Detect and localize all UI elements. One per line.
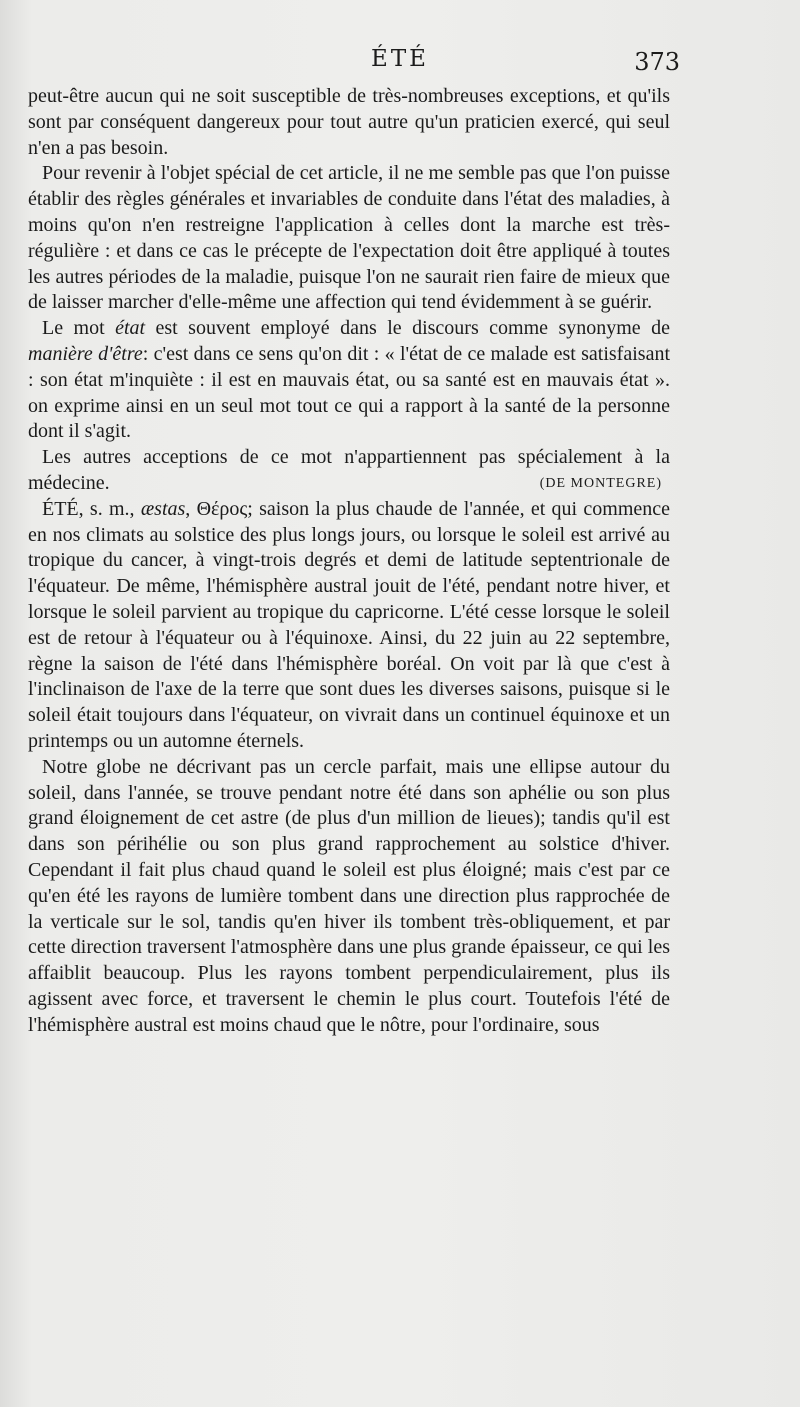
entry-ete [28, 497, 670, 755]
paragraph-text: Le mot [42, 317, 116, 340]
entry-headword: ÉTÉ [42, 497, 79, 520]
paragraph-text: peut-être aucun qui ne soit susceptible de très-nombreuses exceptions, et qu'ils sont par conséquent dangereux pour tout autre qu'un praticien exercé, qui seul n'en a pas besoin. [28, 85, 670, 159]
paragraph-text: , s. m., [78, 497, 141, 520]
page-number: 373 [634, 48, 680, 76]
italic-term: manière d'être [28, 342, 143, 365]
paragraph-continuation [28, 84, 670, 161]
running-title: ÉTÉ [371, 46, 429, 72]
paragraph-text: Pour revenir à l'objet spécial de cet article, il ne me semble pas que l'on puisse établir des règles générales et invariables de conduite dans l'état des maladies, à moins qu'on n'en restreigne l'application à celles dont la marche est très-régulière : et dans ce cas le précepte de l'expectation doit être appliqué à toutes les autres périodes de la maladie, puisque l'on ne saurait rien faire de mieux que de laisser marcher d'elle-même une affection qui tend évidemment à se guérir. [28, 162, 670, 314]
paragraph-text: Les autres acceptions de ce mot n'appartiennent pas spécialement à la médecine. [28, 446, 670, 494]
italic-term: état [115, 317, 146, 340]
paragraph-text: Notre globe ne décrivant pas un cercle parfait, mais une ellipse autour du soleil, dans l'année, se trouve pendant notre été dans son aphélie ou son plus grand éloignement de cet astre (de plus d'un million de lieues); tandis qu'il est dans son périhélie ou son plus grand rapprochement au solstice d'hiver. Cependant il fait plus chaud quand le soleil est plus éloigné; mais c'est par ce qu'en été les rayons de lumière tombent dans une direction plus rapprochée de la verticale sur le sol, tandis qu'en hiver ils tombent très-obliquement, et par cette direction traversent l'atmosphère dans une plus grande épaisseur, ce qui les affaiblit beaucoup. Plus les rayons tombent perpendiculairement, plus ils agissent avec force, et traversent le chemin le plus court. Toutefois l'été de l'hémisphère austral est moins chaud que le nôtre, pour l'ordinaire, sous [28, 755, 670, 1036]
paragraph-text: est souvent employé dans le discours comme synonyme de [145, 317, 670, 340]
author-signature: (DE MONTEGRE) [539, 475, 662, 491]
italic-term: æstas [140, 497, 186, 520]
paragraph-globe [28, 755, 670, 1039]
paragraph-acceptions [28, 445, 670, 497]
paragraph-mot-etat [28, 316, 670, 445]
paragraph-text: : c'est dans ce sens qu'on dit : « l'état de ce malade est satisfaisant : son état m'inquiète : il est en mauvais état, ou sa santé est en mauvais état ». on exprime ainsi en un seul mot tout ce qui a rapport à la santé de la personne dont il s'agit. [28, 342, 670, 443]
paragraph-text: , Θέρος; saison la plus chaude de l'année, et qui commence en nos climats au solstice des plus longs jours, ou lorsque le soleil est arrivé au tropique du cancer, à vingt-trois degrés et demi de latitude septentrionale de l'équateur. De même, l'hémisphère austral jouit de l'été, pendant notre hiver, et lorsque le soleil parvient au tropique du capricorne. L'été cesse lorsque le soleil est de retour à l'équateur ou à l'équinoxe. Ainsi, du 22 juin au 22 septembre, règne la saison de l'été dans l'hémisphère boréal. On voit par là que c'est à l'inclinaison de l'axe de la terre que sont dues les diverses saisons, puisque si le soleil était toujours dans l'équateur, on vivrait dans un continuel équinoxe et un printemps ou un automne éternels. [28, 497, 671, 752]
page-header [0, 46, 800, 82]
paragraph-etat-rules [28, 161, 670, 316]
body-text [28, 84, 670, 1038]
